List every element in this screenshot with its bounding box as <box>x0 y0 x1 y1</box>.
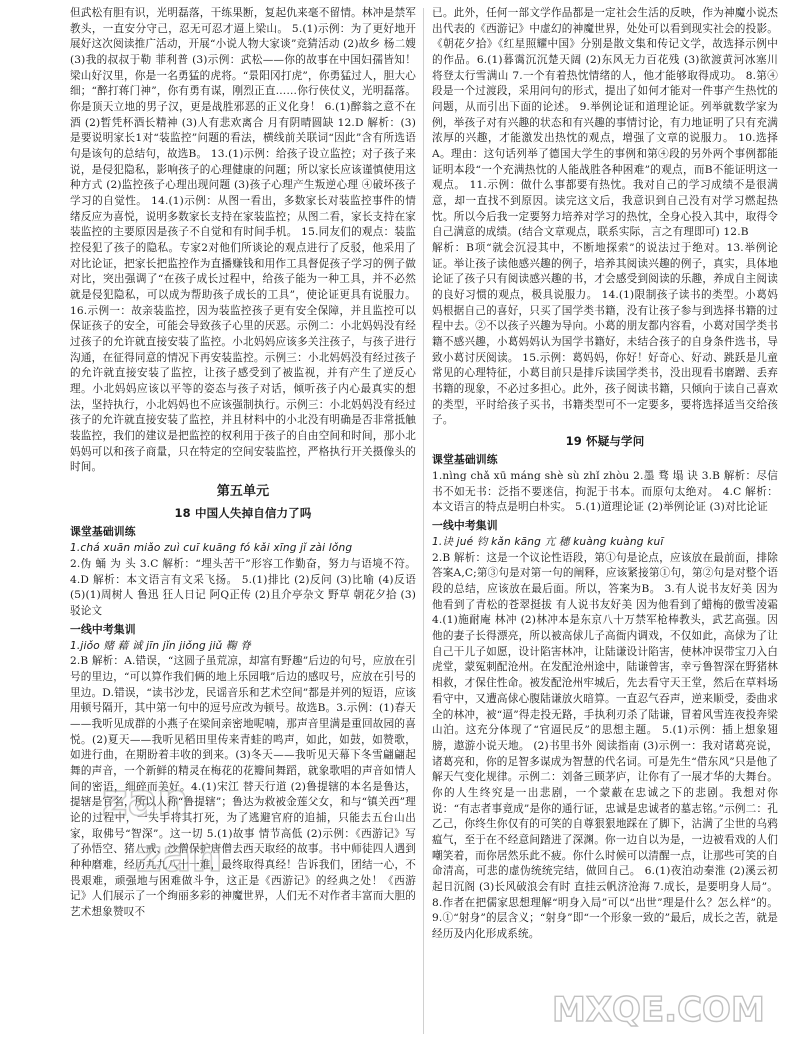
lesson-18-exam-answers: 2.B 解析：A.错误，“这圆子虽荒凉，却富有野趣”后边的句号，应放在引号的里边，“可以算作我们俩的地上乐园哦”后边的感叹号，应放在引号的里边。D.错误，“读书沙龙，民谣音乐和艺术空间”都是并列的短语，应该用顿号隔开，其中第一句中的逗号应改为顿号。故选B。3.示例：(1)春天——我听见成群的小燕子在梁间亲密地呢喃，那声音里满是重回故园的喜悦。(2)夏天——我听见稻田里传来青蛙的鸣声，如此，如鼓，如赞歌，如进行曲，在期盼着丰收的到来。(3)冬天——我听见天幕下冬雪翩翩起舞的声音，一个新鲜的精灵在梅花的花瓣间舞蹈，就象歌唱的声音如情人间的密语，细碎而美好。4.(1)宋江 替天行道 (2)鲁提辖的本名是鲁达，提辖是官名，所以人称“鲁提辖”；鲁达为救被金莲父女，和与“镇关西”理论的过程中，一失手将其打死，为了逃避官府的追捕，只能去五台山出家，取佛号“智深”。这一切 5.(1)故事 情节高低 (2)示例：《西游记》写了孙悟空、猪八戒、沙僧保护唐僧去西天取经的故事。书中师徒四人遇到种种磨难，经历九九八十一难，最终取得真经！告诉我们，团结一心，不畏艰难，顽强地与困难做斗争，这正是《西游记》的经典之处！《西游记》人们展示了一个绚丽多彩的神魔世界，人们无不对作者丰富而大胆的艺术想象赞叹不 <box>70 655 416 919</box>
section-exam-training-18: 一线中考集训 <box>70 622 136 636</box>
right-continued-answers-2: 解析：B项“就会沉浸其中，不断地探索”的说法过于绝对。13.举例论证。举让孩子读他感兴趣的例子，培养其阅读兴趣的例子，真实，具体地论证了孩子只有阅读感兴趣的书，才会感受到阅读的乐趣，养成自主阅读的良好习惯的观点，极具说服力。 14.(1)限制孩子读书的类型。小葛妈妈根据自己的喜好，只买了国学类书籍，没有让孩子参与到选择书籍的过程中去。②不以孩子兴趣为导向。小葛的朋友都内容看，小葛对国学类书籍不感兴趣，小葛妈妈认为国学书籍好，未结合孩子的自身条件选书，导致小葛讨厌阅读。 15.示例：葛妈妈，你好！好奇心、好动、跳跃是儿童常见的心理特征，小葛目前只是排斥读国学类书，没出现看书磨蹭、丢弃书籍的现象，不必过多担心。此外，孩子阅读书籍，只倾向于读自己喜欢的类型，平时给孩子买书，书籍类型可不一定要多，要将选择适当交给孩子。 <box>432 242 778 427</box>
right-column <box>432 6 778 1036</box>
right-continued-answers-1: 已。此外，任何一部文学作品都是一定社会生活的反映，作为神魔小说杰出代表的《西游记》中虚幻的神魔世界，处处可以看到现实社会的投影。《朝花夕拾》《红星照耀中国》分别是散文集和传记文学，故选择示例中的作品。6.(1)暮霭沉沉楚天阔 (2)东风无力百花残 (3)欲渡黄河冰塞川 将登太行雪满山 7.一个有着热忱情绪的人，他才能够取得成功。 8.第④段是一个过渡段，采用问句的形式，提出了如何才能对一件事产生热忱的问题，从而引出下面的论述。 9.举例论证和道理论证。列举就数学家为例，举孩子对有兴趣的状态和有兴趣的事情讨论，有力地证明了只有充满浓厚的兴趣，才能激发出热忱的观点，增强了文章的说服力。 10.选择A。理由：这句话列举了德国大学生的事例和第④段的另外两个事例都能证明本段“一个充满热忱的人能战胜各种困难”的观点，而B不能证明这一观点。 11.示例：做什么事都要有热忱。我对自己的学习成绩不是很满意，却一直找不到原因。读完这文后，我意识到自己没有对学习燃起热忱。所以今后我一定要努力培养对学习的热忱，全身心投入其中，取得令自己满意的成绩。(结合文章观点，联系实际，言之有理即可) 12.B <box>432 7 778 239</box>
unit-title: 第五单元 <box>216 484 270 500</box>
lesson-18-title: 18 中国人失掉自信力了吗 <box>174 506 312 521</box>
lesson-19-exam-pinyin: 1.诀 jué 钧 kǎn kāng 亢 穗 kuàng kuàng kuī <box>432 536 664 549</box>
watermark-right-text: MXQE.COM <box>552 990 765 1030</box>
section-basic-training-18: 课堂基础训练 <box>70 525 136 539</box>
lesson-18-q1-pinyin: 1.chá xuān miǎo zuì cuī kuāng fó kǎi xīng jǐ zài lǒng <box>70 542 353 555</box>
left-column <box>70 6 416 1036</box>
column-divider <box>423 8 424 1034</box>
lesson-18-q2-to-5: 2.伪 蛹 为 头 3.C 解析：“埋头苦干”形容工作勤奋，努力与语境不符。 4.D 解析：本文语言有文采飞扬。 5.(1)排比 (2)反问 (3)比喻 (4)反语 (5)(1)周树人 鲁迅 狂人日记 阿Q正传 (2)且介亭杂文 野草 朝花夕拾 (3)驳论文 <box>70 558 416 618</box>
left-continued-answers: 但武松有胆有识，光明磊落，干练果断，复起仇来毫不留情。林冲是禁军教头，一直安分守己，忍无可忍才逼上梁山。 5.(1)示例：为了更好地开展好这次阅读推广活动，开展“小说人物大家谈”竞猜活动 (2)故乡 杨二嫂 (3)我的叔叔于勒 菲利普 (3)示例：武松——你的故事在中国妇孺皆知！梁山好汉里，你是一名勇猛的虎将。“景阳冈打虎”，你勇猛过人，胆大心细；“醉打蒋门神”，你有勇有谋，刚烈正直……你行侠仗义，光明磊落。你是顶天立地的男子汉，更是战胜邪恶的正义化身！ 6.(1)醉翁之意不在酒 (2)暂凭杯酒长精神 (3)人有悲欢离合 月有阴晴圆缺 12.D 解析：(3)是要说明家长1对“装监控”问题的看法，横线前关联词“因此”含有所选语句是该句的总结句，故选B。 13.(1)示例：给孩子设立监控；对子孩子来说，是侵犯隐私，影响孩子的心理健康的问题；所以家长应该谨慎使用这种方式 (2)监控孩子心理出现问题 (3)孩子心理产生叛逆心理 ④破坏孩子学习的自觉性。 14.(1)示例：从图一看出，多数家长对装监控事件的情绪反应为喜悦，说明多数家长支持在家装监控；从图二看，家长支持在家装监控的主要原因是孩子不自觉和有时间手机。 15.同友们的观点：装监控侵犯了孩子的隐私。专家2对他们所谈论的观点进行了反驳，他采用了对比论证，把家长把监控作为直播赚钱和用作工具督促孩子学习的例子做对比，突出强调了“在孩子成长过程中，给孩子能为一种工具，并不必然就是侵犯隐私，可以成为帮助孩子成长的工具”，使论证更具有说服力。 16.示例一：故亲装监控，因为装监控孩子更有安全保障，并且监控可以保证孩子的安全，可能会导致孩子心里的厌恶。示例二：小北妈妈没有经过孩子的允许就直接安装了监控。小北妈妈应该多关注孩子，与孩子进行沟通，在征得同意的情况下再安装监控。示例三：小北妈妈没有经过孩子的允许就直接安装了监控，让孩子感受到了被监视，并有产生了逆反心理。小北妈妈应该以平等的姿态与孩子对话，倾听孩子内心最真实的想法，坚持执行，小北妈妈也不应该强制执行。示例三：小北妈妈没有经过孩子的允许就直接安装了监控，并且材料中的小北没有明确是否非常抵触装监控，我们的建议是把监控的权利用于孩子的自由空间和时间，那小北妈妈可以和孩子商量，只在特定的空间安装监控，严格执行开关摄像头的时间。 <box>70 7 416 474</box>
section-exam-training-19: 一线中考集训 <box>432 519 498 533</box>
watermark-left-text-2: zan <box>136 831 223 882</box>
lesson-19-basic-answers: 1.nìng chǎ xū máng shè sù zhǐ zhòu 2.墨 骛 塌 诀 3.B 解析：尽信书不如无书：泛指不要迷信，拘泥于书本。而原句太绝对。 4.C 解析：本文语言的特点是明白朴实。 5.(1)道理论证 (2)举例论证 (3)对比论证 <box>432 470 778 514</box>
lesson-19-exam-answers: 2.B 解析：这是一个议论性语段，第①句是论点，应该放在最前面，排除答案A,C;第③句是对第一句的阐释，应该紧接第①句，第②句是对整个语段的总结，应该放在最后面。所以，答案为B。 3.有人说书友好美 因为他看到了青松的苍翠挺拔 有人说书友好美 因为他看到了蜡梅的傲雪凌霜 4.(1)施耐庵 林冲 (2)林冲本是东京八十万禁军枪棒教头，武艺高强。因他的妻子长得漂亮，所以被高俅儿子高衙内调戏，不仅如此，高俅为了让自己干儿子如愿，设计陷害林冲，让陆谦设计陷害，使林冲误带宝刀入白虎堂，蒙冤刺配沧州。在发配沧州途中，陆谦曾害，幸亏鲁智深在野猪林相救，才保住性命。被发配沧州牢城后，先去看守天王堂，然后在草料场看守中，又遭高俅心腹陆谦放火暗算。一直忍气吞声，逆来顺受，委曲求全的林冲，被“逼”得走投无路，手执利刃杀了陆谦，冒着风雪连夜投奔梁山泊。这充分体现了“官逼民反”的思想主题。 5.(1)示例：插上想象翅膀，遨游小说天地。 (2)书里书外 阅读指南 (3)示例一：我对诸葛亮说，诸葛亮和，你的足智多谋成为智慧的代名词。可是先生“借东风”只是他了解天气变化规律。示例二：刘备三顾茅庐，让你有了一展才华的大舞台。你的人生终究是一出悲剧，一个蒙蔽在忠诚之下的悲剧。我想对你说：“有志者事竟成”是你的通行证，忠诚是忠诚者的墓志铭。”示例二：孔乙己，你终生你仅有的可笑的自尊狠狠地踩在了脚下，沾满了尘世的乌鸦瘟气，至于在不经意间踏进了深渊。你一边自以为是，一边被看戏的人们嘲笑着，而你居然乐此不疲。你什么时候可以清醒一点，让那些可笑的自命清高，可悲的虚伪统统完结，做回自己。 6.(1)夜泊动秦淮 (2)溪云初起日沉阁 (3)长风破浪会有时 直挂云帆济沧海 7.成长，是要明身人局”。 8.作者在把儒家思想理解“明身入局”可以“出世”理是什么？怎么样”的。 9.①“射身”的层含义；“射身”即“一个形象一致的”最后，成长之苦，就是经历及内化形成系统。 <box>432 551 778 940</box>
section-basic-training-19: 课堂基础训练 <box>432 453 498 467</box>
watermark-left-text: zan <box>102 775 189 826</box>
lesson-19-title: 19 怀疑与学问 <box>565 434 645 449</box>
lesson-18-exam-pinyin: 1.jiǒo 赌 藉 诚 jīn jǐn jiǒng jiǔ 鞠 脊 <box>70 639 251 652</box>
